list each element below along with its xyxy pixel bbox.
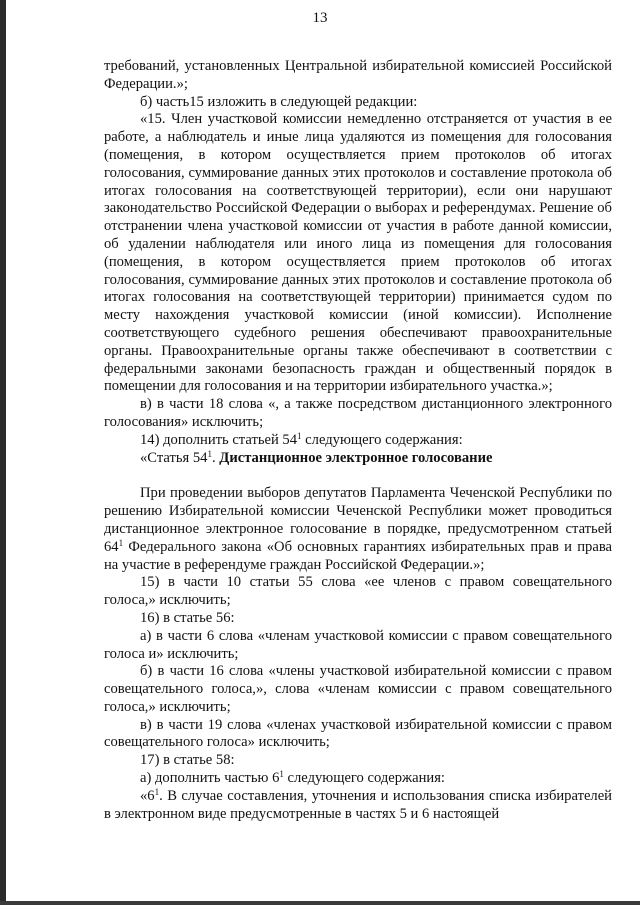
paragraph <box>104 432 612 450</box>
paragraph-text: 14) дополнить статьей 54 <box>140 431 298 448</box>
superscript: 1 <box>154 786 160 797</box>
paragraph: 15) в части 10 статьи 55 слова «ее членов с правом совещательного голоса,» исключить; <box>104 574 612 609</box>
superscript: 1 <box>279 769 284 780</box>
page-number: 13 <box>312 10 328 26</box>
paragraph-text: а) дополнить частью 6 <box>140 770 280 787</box>
paragraph: б) в части 16 слова «члены участковой избирательной комиссии с правом совещательного голоса,», слова «членам комиссии с правом совещательного голоса,» исключить; <box>104 663 612 715</box>
paragraph-text: «6 <box>140 787 155 804</box>
paragraph <box>104 788 612 824</box>
paragraph-text: При проведении выборов депутатов Парламента Чеченской Республики по решению Избирательной комиссии Чеченской Республики может проводиться дистанционное электронное голосование в порядке, предусмотренном статьей 64 <box>104 485 612 555</box>
paragraph-text: следующего содержания: <box>283 770 445 787</box>
paragraph: «15. Член участковой комиссии немедленно отстраняется от участия в ее работе, а наблюдатель и иные лица удаляются из помещения для голосования (помещения, в котором осуществляется прием протоколов об итогах голосования, суммирование данных этих протоколов и составление протокола об итогах голосования на соответствующей территории), если они нарушают законодательство Российской Федерации о выборах и референдумах. Решение об отстранении члена участковой комиссии от участия в работе данной комиссии, об удалении наблюдателя или иного лица из помещения для голосования (помещения, в котором осуществляется прием протоколов об итогах голосования, суммирование данных этих протоколов и составление протокола об итогах голосования на соответствующей территории) принимается судом по месту нахождения участковой комиссии (иной комиссии). Исполнение соответствующего судебного решения обеспечивают правоохранительные органы. Правоохранительные органы также обеспечивают в соответствии с федеральными законами безопасность граждан и общественный порядок в помещении для голосования и на территории избирательного участка.»; <box>104 111 612 395</box>
paragraph: требований, установленных Центральной избирательной комиссией Российской Федерации.»; <box>104 58 612 92</box>
paragraph-text: Федерального закона «Об основных гарантиях избирательных прав и права на участие в референдуме граждан Российской Федерации.»; <box>104 538 612 573</box>
superscript: 1 <box>207 448 212 459</box>
superscript: 1 <box>297 430 302 441</box>
article-heading <box>104 450 612 468</box>
paragraph: в) в части 18 слова «, а также посредством дистанционного электронного голосования» исключить; <box>104 396 612 430</box>
scan-left-edge <box>0 0 6 905</box>
paragraph: а) в части 6 слова «членам участковой комиссии с правом совещательного голоса и» исключить; <box>104 627 612 662</box>
article-heading-sep: . <box>211 449 220 466</box>
superscript: 1 <box>118 537 124 548</box>
paragraph <box>104 770 612 788</box>
paragraph-text: следующего содержания: <box>301 431 463 448</box>
paragraph <box>104 485 612 574</box>
article-heading-title: Дистанционное электронное голосование <box>219 449 493 466</box>
scan-bottom-edge <box>0 901 640 905</box>
document-body <box>104 58 612 823</box>
paragraph: 16) в статье 56: <box>140 609 235 626</box>
paragraph: в) в части 19 слова «членах участковой избирательной комиссии с правом совещательного голоса» исключить; <box>104 716 612 751</box>
paragraph: 17) в статье 58: <box>140 752 235 769</box>
paragraph: б) часть15 изложить в следующей редакции: <box>140 93 418 110</box>
article-heading-prefix: «Статья 54 <box>140 449 208 466</box>
paragraph-text: . В случае составления, уточнения и использования списка избирателей в электронном виде предусмотренные в частях 5 и 6 настоящей <box>104 787 612 822</box>
